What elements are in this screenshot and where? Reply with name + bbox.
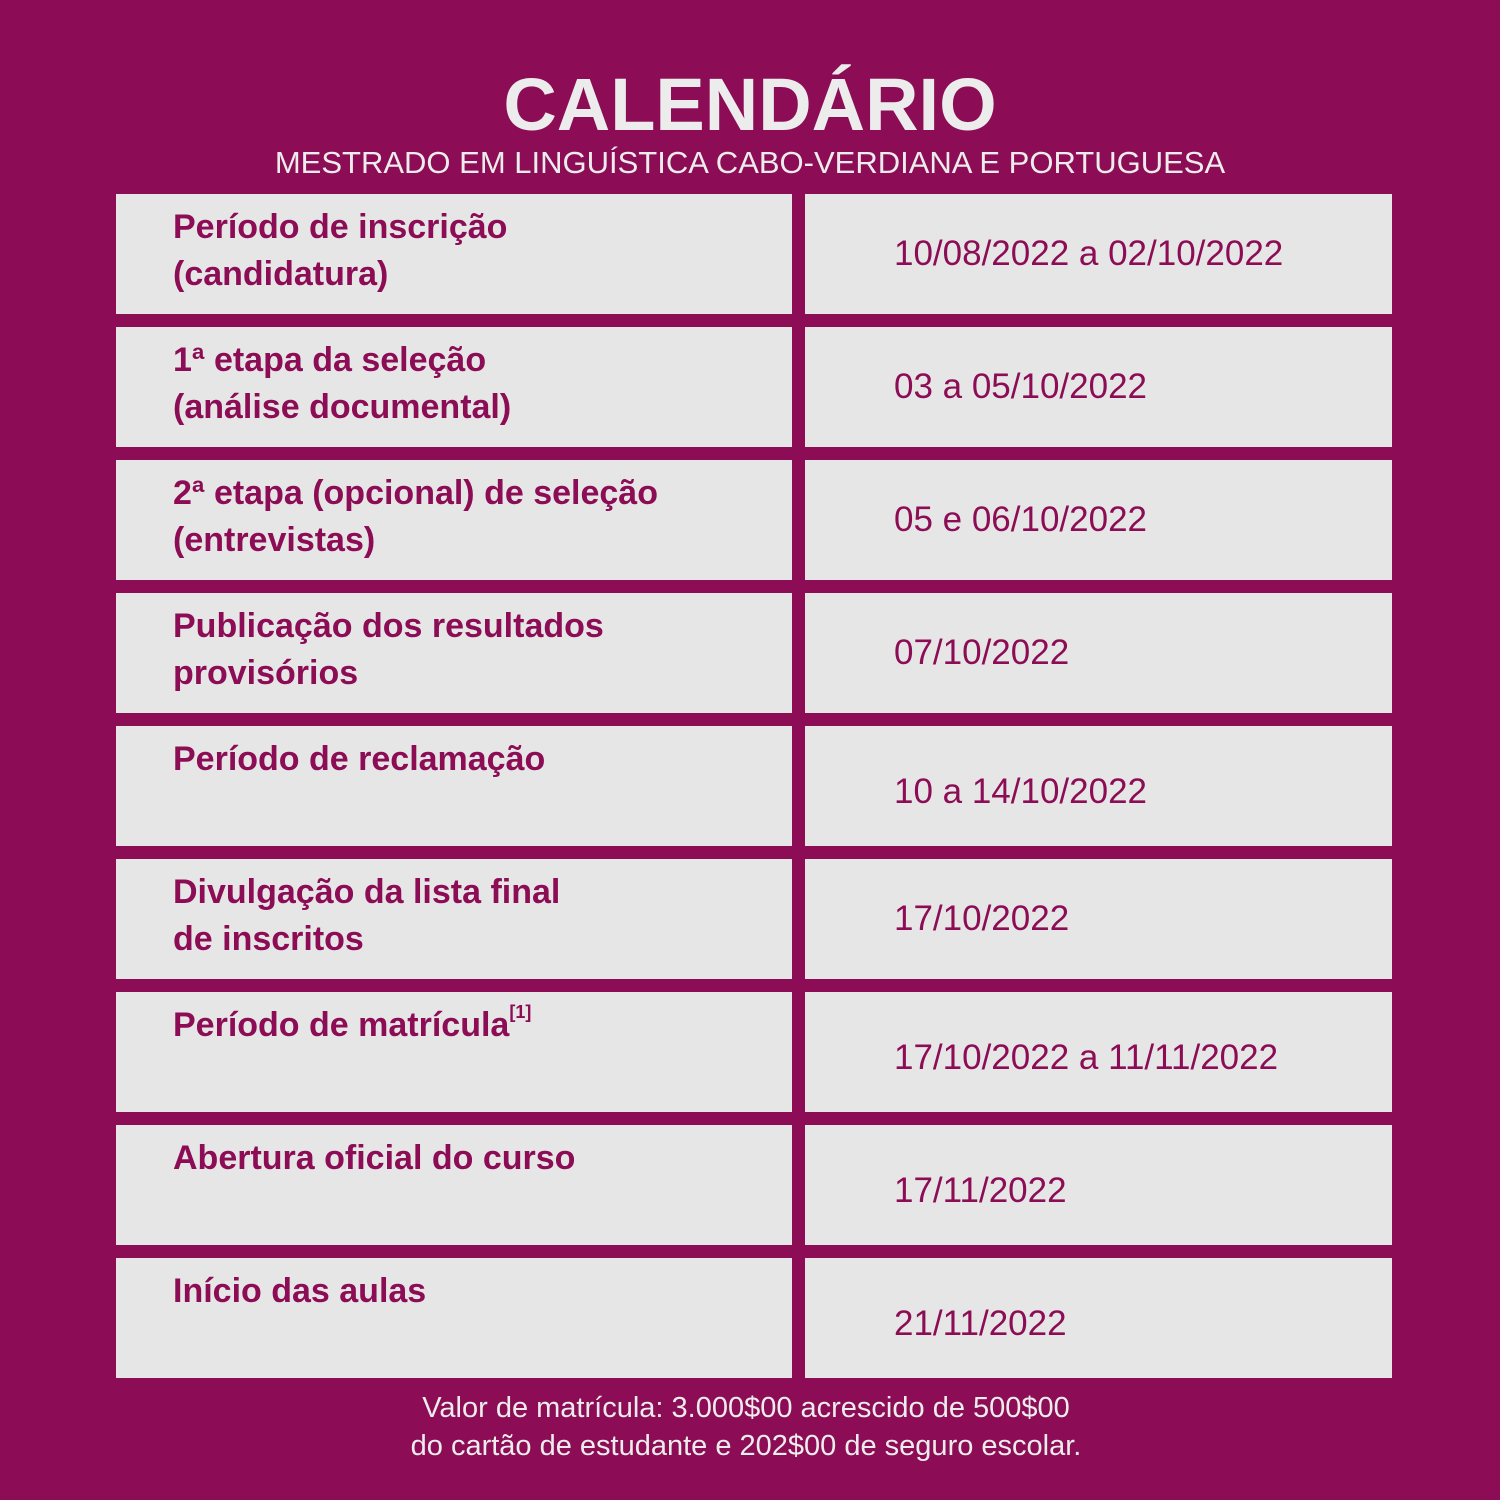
table-row: [116, 1258, 1392, 1378]
event-label: Publicação dos resultados provisórios: [116, 593, 792, 713]
page-subtitle: MESTRADO EM LINGUÍSTICA CABO-VERDIANA E PORTUGUESA: [274, 145, 1226, 180]
event-label: Período de reclamação: [116, 726, 792, 846]
table-row: [116, 194, 1392, 314]
table-row: [116, 992, 1392, 1112]
table-row: [116, 726, 1392, 846]
table-row: [116, 327, 1392, 447]
fee-footnote: Valor de matrícula: 3.000$00 acrescido de 500$00 do cartão de estudante e 202$00 de seguro escolar.: [410, 1392, 1082, 1462]
event-date: 17/10/2022 a 11/11/2022: [805, 992, 1392, 1112]
page-title: CALENDÁRIO: [503, 63, 997, 146]
event-label: 2ª etapa (opcional) de seleção (entrevistas): [116, 460, 792, 580]
event-date: 10/08/2022 a 02/10/2022: [805, 194, 1392, 314]
event-date: 07/10/2022: [805, 593, 1392, 713]
event-date: 10 a 14/10/2022: [805, 726, 1392, 846]
event-label: Abertura oficial do curso: [116, 1125, 792, 1245]
event-date: 03 a 05/10/2022: [805, 327, 1392, 447]
event-date: 05 e 06/10/2022: [805, 460, 1392, 580]
table-row: [116, 460, 1392, 580]
event-label: 1ª etapa da seleção (análise documental): [116, 327, 792, 447]
event-label: Início das aulas: [116, 1258, 792, 1378]
calendar-table: [116, 194, 1392, 1391]
table-row: [116, 859, 1392, 979]
table-row: [116, 593, 1392, 713]
event-label: Período de inscrição (candidatura): [116, 194, 792, 314]
event-date: 17/10/2022: [805, 859, 1392, 979]
event-label: Período de matrícula[1]: [116, 992, 792, 1112]
event-label: Divulgação da lista final de inscritos: [116, 859, 792, 979]
event-date: 21/11/2022: [805, 1258, 1392, 1378]
footnote-marker: [1]: [509, 1002, 532, 1022]
event-date: 17/11/2022: [805, 1125, 1392, 1245]
table-row: [116, 1125, 1392, 1245]
